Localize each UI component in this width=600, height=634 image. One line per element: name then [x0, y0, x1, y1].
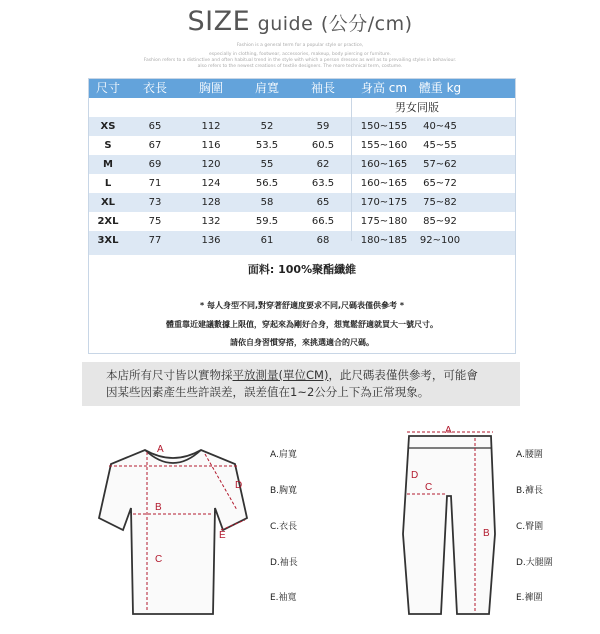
table-cell: 57~62: [423, 159, 457, 170]
table-header-row: [89, 79, 515, 98]
table-cell: 65: [316, 197, 330, 208]
pants-outline: [403, 436, 495, 614]
table-cell: 56.5: [255, 178, 279, 189]
pants-legend-e: E.褲圍: [516, 593, 543, 603]
tshirt-label-a: A: [157, 444, 164, 455]
disclaimer-line-1: [82, 362, 520, 384]
table-cell: 150~155: [360, 121, 408, 132]
table-row: [89, 174, 515, 193]
table-cell: 66.5: [311, 216, 335, 227]
table-cell: 120: [201, 159, 221, 170]
table-cell: 85~92: [423, 216, 457, 227]
table-cell: 92~100: [419, 235, 461, 246]
table-cell: 58: [260, 197, 274, 208]
page-title: [0, 6, 600, 37]
disclaimer-text: 本店所有尺寸皆以實物採: [106, 368, 233, 382]
table-cell: 55: [260, 159, 274, 170]
pants-legend-a: A.腰圍: [516, 450, 543, 460]
table-cell: 175~180: [360, 216, 408, 227]
table-row: [89, 117, 515, 136]
table-row: [89, 212, 515, 231]
tshirt-legend-e: E.袖寬: [270, 593, 297, 603]
table-cell: 160~165: [360, 178, 408, 189]
table-row: [89, 231, 515, 250]
fit-note: 體重靠近建議數據上限值，穿起來為剛好合身，想寬鬆舒適就買大一號尺寸。: [166, 320, 438, 329]
table-cell: 73: [148, 197, 162, 208]
header-size: 尺寸: [95, 81, 120, 95]
table-cell: 59: [316, 121, 330, 132]
tagline-line: Fashion is a general term for a popular style or practice,: [236, 43, 364, 48]
table-row: [89, 136, 515, 155]
title-unit: (公分/cm): [320, 13, 413, 35]
table-cell: 75: [148, 216, 162, 227]
pants-legend-b: B.褲長: [516, 486, 544, 496]
tshirt-label-d: D: [235, 480, 243, 491]
table-cell: 128: [201, 197, 221, 208]
header-height: 身高 cm: [360, 81, 408, 95]
tshirt-legend-b: B.胸寬: [270, 486, 298, 496]
table-cell: XS: [100, 121, 116, 132]
table-cell: 155~160: [360, 140, 408, 151]
tagline-line: Fashion refers to a distinctive and often habitual trend in the style with which a person dresses as well as to prevailing styles in behaviour.: [143, 58, 457, 63]
table-cell: 3XL: [97, 235, 119, 246]
table-spacer: [89, 250, 515, 255]
table-cell: 40~45: [423, 121, 457, 132]
header-shoulder: 肩寬: [254, 81, 279, 95]
table-cell: 180~185: [360, 235, 408, 246]
title-guide: guide: [257, 13, 314, 35]
measurement-disclaimer: [82, 362, 520, 406]
table-cell: 45~55: [423, 140, 457, 151]
fit-note: * 每人身型不同,對穿著舒適度要求不同,尺碼表僅供參考 *: [199, 301, 404, 310]
disclaimer-text: ，此尺碼表僅供參考，可能會: [328, 368, 478, 382]
table-row: [89, 155, 515, 174]
table-cell: 160~165: [360, 159, 408, 170]
table-cell: 69: [148, 159, 162, 170]
tshirt-label-b: B: [155, 502, 162, 513]
table-cell: 124: [201, 178, 221, 189]
pants-label-b: B: [483, 528, 490, 539]
title-size: SIZE: [187, 6, 251, 37]
table-cell: 67: [148, 140, 162, 151]
pants-label-a: A: [445, 425, 452, 436]
table-cell: 52: [260, 121, 274, 132]
size-table: [88, 78, 516, 354]
table-cell: 60.5: [311, 140, 335, 151]
table-cell: 71: [148, 178, 162, 189]
table-cell: 77: [148, 235, 162, 246]
unisex-row: [89, 98, 515, 117]
table-cell: 170~175: [360, 197, 408, 208]
table-cell: 112: [201, 121, 221, 132]
pants-label-c: C: [425, 482, 433, 493]
table-cell: XL: [100, 197, 116, 208]
pants-legend-d: D.大腿圍: [516, 558, 553, 568]
table-cell: 59.5: [255, 216, 279, 227]
header-sleeve: 袖長: [310, 81, 335, 95]
table-cell: 68: [316, 235, 330, 246]
table-cell: L: [104, 178, 112, 189]
table-cell: 132: [201, 216, 221, 227]
table-cell: 136: [201, 235, 221, 246]
pants-label-d: D: [411, 470, 419, 481]
fit-note: 請依自身習慣穿搭，來挑選適合的尺碼。: [230, 338, 374, 347]
disclaimer-underlined: 平放測量(單位CM): [232, 368, 329, 382]
pants-diagram: [395, 424, 505, 624]
table-row: [89, 193, 515, 212]
header-chest: 胸圍: [198, 81, 223, 95]
table-cell: 62: [316, 159, 330, 170]
tshirt-legend-d: D.袖長: [270, 558, 298, 568]
pants-legend-c: C.臀圍: [516, 522, 544, 532]
tshirt-legend-c: C.衣長: [270, 522, 298, 532]
table-cell: 61: [260, 235, 274, 246]
tshirt-label-e: E: [219, 530, 226, 541]
fabric-info: 面料: 100%聚酯纖維: [247, 263, 357, 276]
table-cell: 2XL: [97, 216, 119, 227]
header-weight: 體重 kg: [418, 81, 462, 95]
table-cell: 63.5: [311, 178, 335, 189]
tagline-line: also refers to the newest creations of textile designers. The more technical term, costume.: [197, 64, 403, 69]
tshirt-diagram: [95, 438, 255, 628]
table-cell: M: [103, 159, 113, 170]
table-cell: 116: [201, 140, 221, 151]
header-length: 衣長: [142, 81, 167, 95]
table-cell: 53.5: [255, 140, 279, 151]
table-cell: 75~82: [423, 197, 457, 208]
disclaimer-line-2: 因某些因素產生些許誤差，誤差值在1~2公分上下為正常現象。: [106, 385, 430, 399]
tshirt-legend-a: A.肩寬: [270, 450, 297, 460]
table-cell: 65: [148, 121, 162, 132]
tagline-line: especially in clothing, footwear, accessories, makeup, body piercing or furniture.: [209, 52, 391, 57]
unisex-label: 男女同版: [395, 101, 439, 114]
tshirt-label-c: C: [155, 554, 163, 565]
table-cell: S: [104, 140, 112, 151]
table-cell: 65~72: [423, 178, 457, 189]
